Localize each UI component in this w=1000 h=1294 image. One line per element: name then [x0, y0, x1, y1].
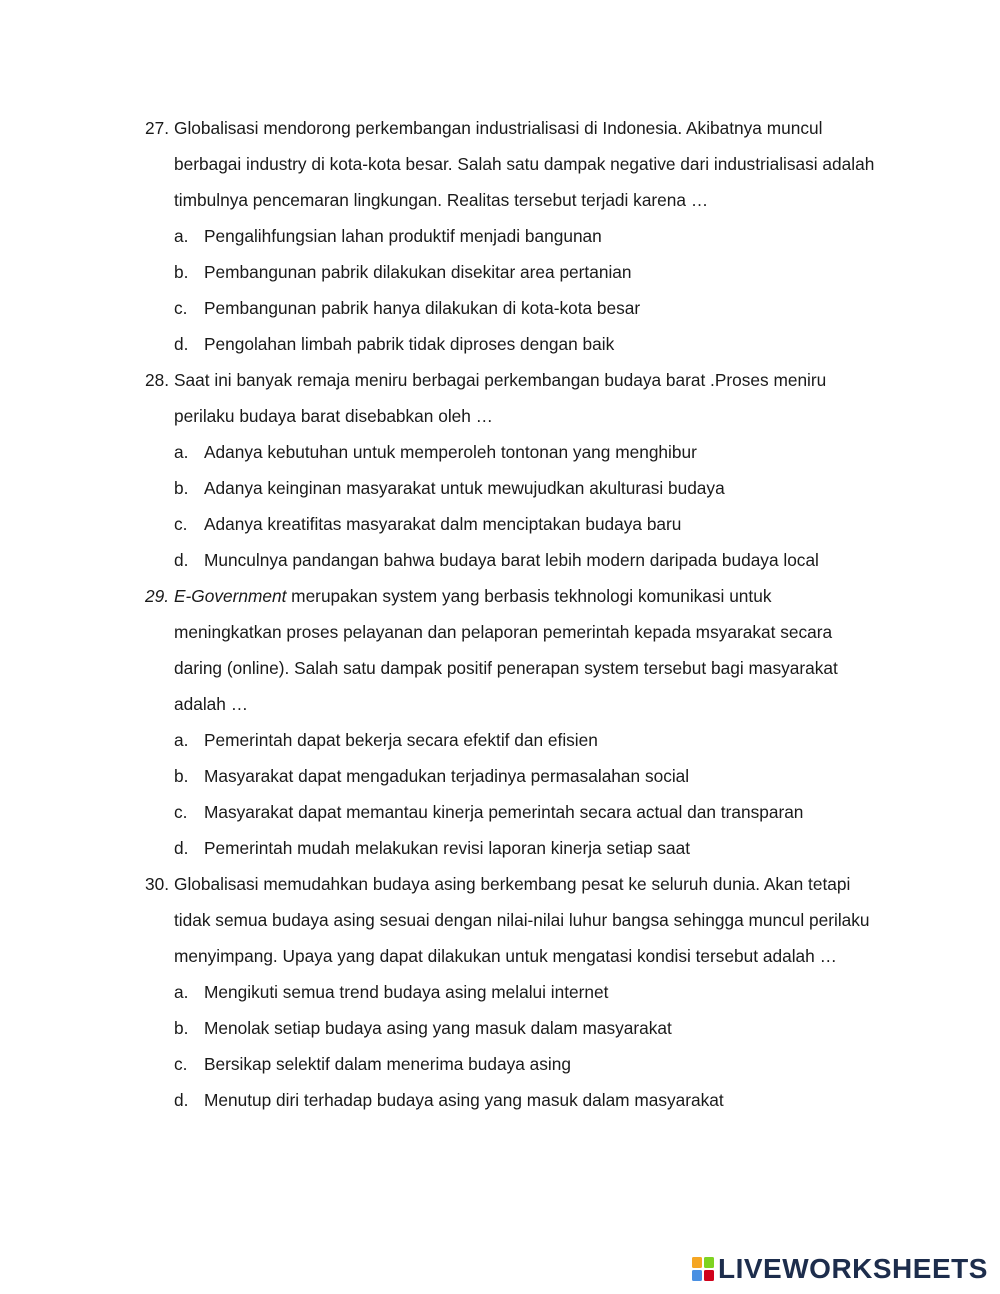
option-letter: a.: [174, 730, 189, 750]
option-text: Pemerintah mudah melakukan revisi laporan kinerja setiap saat: [204, 838, 691, 858]
option-text: Adanya kebutuhan untuk memperoleh tontonan yang menghibur: [204, 442, 697, 462]
option-text: Menutup diri terhadap budaya asing yang masuk dalam masyarakat: [204, 1090, 724, 1110]
option-a[interactable]: [145, 218, 880, 254]
question-stem: [145, 110, 880, 218]
question-30: [145, 866, 880, 1118]
question-text-wrapper: [174, 578, 880, 722]
option-c[interactable]: [145, 290, 880, 326]
question-number: 27.: [145, 118, 170, 138]
option-text: Masyarakat dapat mengadukan terjadinya permasalahan social: [204, 766, 690, 786]
option-a[interactable]: [145, 434, 880, 470]
option-text: Pengolahan limbah pabrik tidak diproses dengan baik: [204, 334, 615, 354]
option-d[interactable]: [145, 1082, 880, 1118]
option-text: Adanya kreatifitas masyarakat dalm menciptakan budaya baru: [204, 514, 682, 534]
option-text: Masyarakat dapat memantau kinerja pemerintah secara actual dan transparan: [204, 802, 804, 822]
option-letter: d.: [174, 838, 189, 858]
option-letter: d.: [174, 550, 189, 570]
option-letter: c.: [174, 802, 188, 822]
option-list: [145, 722, 880, 866]
option-c[interactable]: [145, 1046, 880, 1082]
option-d[interactable]: [145, 542, 880, 578]
option-b[interactable]: [145, 470, 880, 506]
option-letter: d.: [174, 1090, 189, 1110]
option-text: Munculnya pandangan bahwa budaya barat lebih modern daripada budaya local: [204, 550, 819, 570]
brand-name: LIVEWORKSHEETS: [718, 1253, 988, 1284]
question-list: [145, 110, 880, 1118]
question-stem: [145, 362, 880, 434]
question-number: 28.: [145, 370, 170, 390]
option-letter: c.: [174, 1054, 188, 1074]
option-letter: a.: [174, 442, 189, 462]
option-text: Mengikuti semua trend budaya asing melalui internet: [204, 982, 609, 1002]
option-list: [145, 434, 880, 578]
option-letter: c.: [174, 514, 188, 534]
question-italic-term: E-Government: [174, 586, 287, 606]
liveworksheets-brand: [692, 1254, 988, 1284]
option-text: Menolak setiap budaya asing yang masuk dalam masyarakat: [204, 1018, 672, 1038]
option-b[interactable]: [145, 758, 880, 794]
option-a[interactable]: [145, 722, 880, 758]
option-list: [145, 974, 880, 1118]
option-text: Pemerintah dapat bekerja secara efektif dan efisien: [204, 730, 598, 750]
question-stem: [145, 578, 880, 722]
option-text: Pembangunan pabrik dilakukan disekitar area pertanian: [204, 262, 632, 282]
option-a[interactable]: [145, 974, 880, 1010]
option-text: Pengalihfungsian lahan produktif menjadi bangunan: [204, 226, 602, 246]
option-letter: d.: [174, 334, 189, 354]
option-letter: b.: [174, 478, 189, 498]
question-text: Globalisasi mendorong perkembangan industrialisasi di Indonesia. Akibatnya muncul berbagai industry di kota-kota besar. Salah satu dampak negative dari industrialisasi adalah timbulnya pencemaran lingkungan. Realitas tersebut terjadi karena …: [174, 118, 875, 210]
question-text: Saat ini banyak remaja meniru berbagai perkembangan budaya barat .Proses meniru perilaku budaya barat disebabkan oleh …: [174, 370, 827, 426]
option-text: Pembangunan pabrik hanya dilakukan di kota-kota besar: [204, 298, 641, 318]
option-letter: b.: [174, 262, 189, 282]
option-list: [145, 218, 880, 362]
option-d[interactable]: [145, 326, 880, 362]
question-27: [145, 110, 880, 362]
option-c[interactable]: [145, 506, 880, 542]
option-text: Adanya keinginan masyarakat untuk mewujudkan akulturasi budaya: [204, 478, 725, 498]
option-letter: a.: [174, 226, 189, 246]
question-text: Globalisasi memudahkan budaya asing berkembang pesat ke seluruh dunia. Akan tetapi tidak semua budaya asing sesuai dengan nilai-nilai luhur bangsa sehingga muncul perilaku menyimpang. Upaya yang dapat dilakukan untuk mengatasi kondisi tersebut adalah …: [174, 874, 870, 966]
option-text: Bersikap selektif dalam menerima budaya asing: [204, 1054, 571, 1074]
option-letter: b.: [174, 766, 189, 786]
question-29: [145, 578, 880, 866]
option-d[interactable]: [145, 830, 880, 866]
option-b[interactable]: [145, 1010, 880, 1046]
option-letter: a.: [174, 982, 189, 1002]
question-stem: [145, 866, 880, 974]
option-letter: c.: [174, 298, 188, 318]
question-number: 29.: [145, 586, 170, 606]
option-c[interactable]: [145, 794, 880, 830]
question-28: [145, 362, 880, 578]
liveworksheets-logo-icon: [692, 1257, 714, 1281]
option-letter: b.: [174, 1018, 189, 1038]
option-b[interactable]: [145, 254, 880, 290]
question-text: merupakan system yang berbasis tekhnologi komunikasi untuk meningkatkan proses pelayanan dan pelaporan pemerintah kepada msyarakat secara daring (online). Salah satu dampak positif penerapan system tersebut bagi masyarakat adalah …: [174, 586, 838, 714]
question-number: 30.: [145, 874, 170, 894]
